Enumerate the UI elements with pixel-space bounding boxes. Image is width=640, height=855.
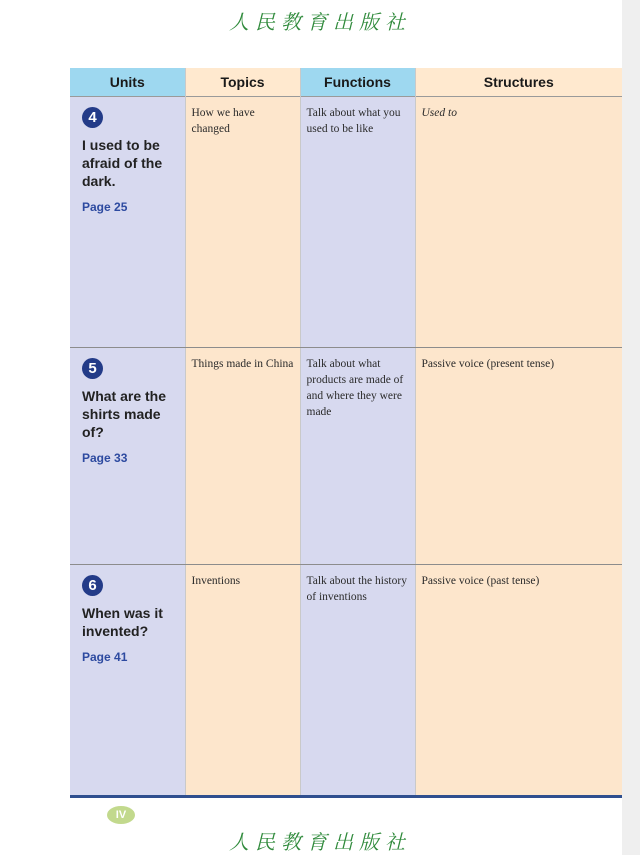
contents-table (70, 68, 622, 798)
header-row (70, 68, 622, 97)
unit-cell (70, 348, 185, 565)
unit-title: When was it invented? (82, 605, 163, 639)
structure-cell: Used to (415, 97, 622, 348)
unit-number-badge: 4 (82, 107, 103, 128)
structure-cell: Passive voice (past tense) (415, 565, 622, 797)
function-cell: Talk about what products are made of and where they were made (300, 348, 415, 565)
unit-page-link[interactable]: Page 41 (82, 650, 128, 664)
unit-cell (70, 97, 185, 348)
unit-number-badge: 6 (82, 575, 103, 596)
table-row (70, 565, 622, 797)
page-edge (622, 0, 640, 855)
table-row (70, 97, 622, 348)
header-functions: Functions (300, 68, 415, 97)
header-topics: Topics (185, 68, 300, 97)
topic-cell: Things made in China (185, 348, 300, 565)
structure-cell: Passive voice (present tense) (415, 348, 622, 565)
publisher-logo-top: 人民教育出版社 (229, 10, 411, 34)
unit-page-link[interactable]: Page 33 (82, 451, 128, 465)
topic-cell: Inventions (185, 565, 300, 797)
unit-cell (70, 565, 185, 797)
unit-page-link[interactable]: Page 25 (82, 200, 128, 214)
unit-title: What are the shirts made of? (82, 388, 167, 440)
unit-title: I used to be afraid of the dark. (82, 137, 163, 189)
header-structures: Structures (415, 68, 622, 97)
unit-number-badge: 5 (82, 358, 103, 379)
header-units: Units (70, 68, 185, 97)
page-number-badge: IV (107, 806, 135, 824)
function-cell: Talk about the history of inventions (300, 565, 415, 797)
publisher-logo-bottom: 人民教育出版社 (229, 830, 411, 854)
table-row (70, 348, 622, 565)
function-cell: Talk about what you used to be like (300, 97, 415, 348)
topic-cell: How we have changed (185, 97, 300, 348)
